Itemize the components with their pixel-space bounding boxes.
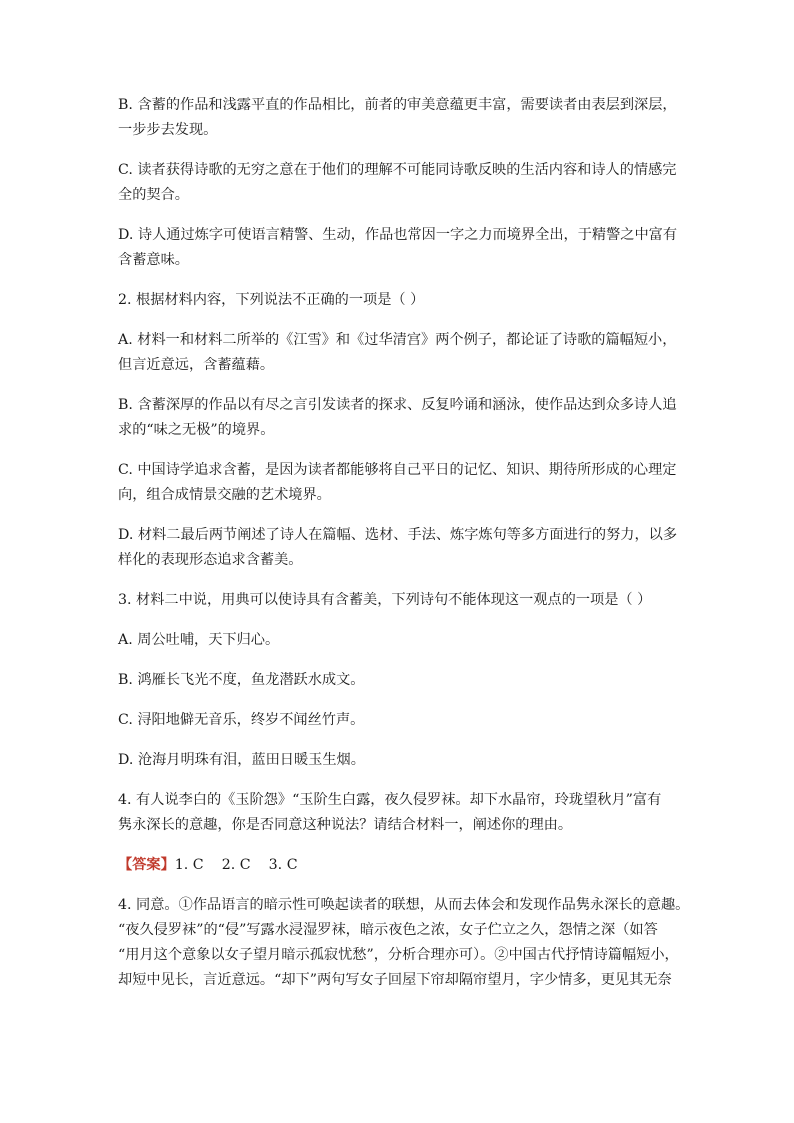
document-content: [118, 93, 690, 993]
text-line: C. 中国诗学追求含蓄，是因为读者都能够将自己平日的记忆、知识、期待所形成的心理定: [118, 462, 677, 478]
paragraph-q3-b: [118, 668, 684, 693]
text-line: 样化的表现形态追求含蓄美。: [118, 552, 303, 568]
paragraph-q2: [118, 288, 684, 313]
text-line: 2. 根据材料内容，下列说法不正确的一项是（ ）: [118, 292, 425, 308]
text-line: 含蓄意味。: [118, 252, 189, 268]
text-line: A. 周公吐哺，天下归心。: [118, 632, 280, 648]
paragraph-q3: [118, 588, 684, 613]
text-line: A. 材料一和材料二所举的《江雪》和《过华清宫》两个例子，都论证了诗歌的篇幅短小，: [118, 332, 677, 348]
text-line: 全的契合。: [118, 187, 189, 203]
text-line: 向，组合成情景交融的艺术境界。: [118, 487, 331, 503]
text-line: C. 读者获得诗歌的无穷之意在于他们的理解不可能同诗歌反映的生活内容和诗人的情感完: [118, 162, 677, 178]
text-line: B. 含蓄的作品和浅露平直的作品相比，前者的审美意蕴更丰富，需要读者由表层到深层，: [118, 97, 677, 113]
answer-label: 【答案】: [118, 857, 175, 873]
text-line: B. 含蓄深厚的作品以有尽之言引发读者的探求、反复吟诵和涵泳，使作品达到众多诗人追: [118, 397, 677, 413]
text-line: 4. 同意。①作品语言的暗示性可唤起读者的联想，从而去体会和发现作品隽永深长的意趣。: [118, 897, 690, 913]
paragraph-q4: [118, 788, 684, 838]
text-line: “夜久侵罗袜”的“侵”写露水浸湿罗袜，暗示夜色之浓，女子伫立之久，怨情之深（如答: [118, 922, 658, 938]
text-line: “用月这个意象以女子望月暗示孤寂忧愁”，分析合理亦可）。②中国古代抒情诗篇幅短小，: [118, 947, 679, 963]
text-line: D. 材料二最后两节阐述了诗人在篇幅、选材、手法、炼字炼句等多方面进行的努力，以多: [118, 527, 678, 543]
paragraph-q2-b: [118, 393, 684, 443]
paragraph-q2-d: [118, 523, 684, 573]
text-line: 隽永深长的意趣，你是否同意这种说法？请结合材料一，阐述你的理由。: [118, 817, 573, 833]
paragraph-q2-a: [118, 328, 684, 378]
paragraph-q2-c: [118, 458, 684, 508]
text-line: 4. 有人说李白的《玉阶怨》“玉阶生白露，夜久侵罗袜。却下水晶帘，玲珑望秋月”富有: [118, 792, 662, 808]
text-line: D. 诗人通过炼字可使语言精警、生动，作品也常因一字之力而境界全出，于精警之中富有: [118, 227, 678, 243]
paragraph-q1-d: [118, 223, 684, 273]
paragraph-q1-b: [118, 93, 684, 143]
paragraph-q3-c: [118, 708, 684, 733]
text-line: 却短中见长，言近意远。“却下”两句写女子回屋下帘却隔帘望月，字少情多，更见其无奈: [118, 972, 672, 988]
text-line: 一步步去发现。: [118, 122, 218, 138]
text-line: 求的“味之无极”的境界。: [118, 422, 275, 438]
text-line: B. 鸿雁长飞光不度，鱼龙潜跃水成文。: [118, 672, 365, 688]
paragraph-q3-a: [118, 628, 684, 653]
text-line: D. 沧海月明珠有泪，蓝田日暖玉生烟。: [118, 752, 365, 768]
text-line: C. 浔阳地僻无音乐，终岁不闻丝竹声。: [118, 712, 365, 728]
text-line: 3. 材料二中说，用典可以使诗具有含蓄美，下列诗句不能体现这一观点的一项是（ ）: [118, 592, 652, 608]
paragraph-q3-d: [118, 748, 684, 773]
answer-line: [118, 853, 684, 878]
paragraph-q1-c: [118, 158, 684, 208]
paragraph-explanation: [118, 893, 690, 993]
answer-text: 1. C 2. C 3. C: [174, 857, 298, 873]
text-line: 但言近意远，含蓄蕴藉。: [118, 357, 275, 373]
